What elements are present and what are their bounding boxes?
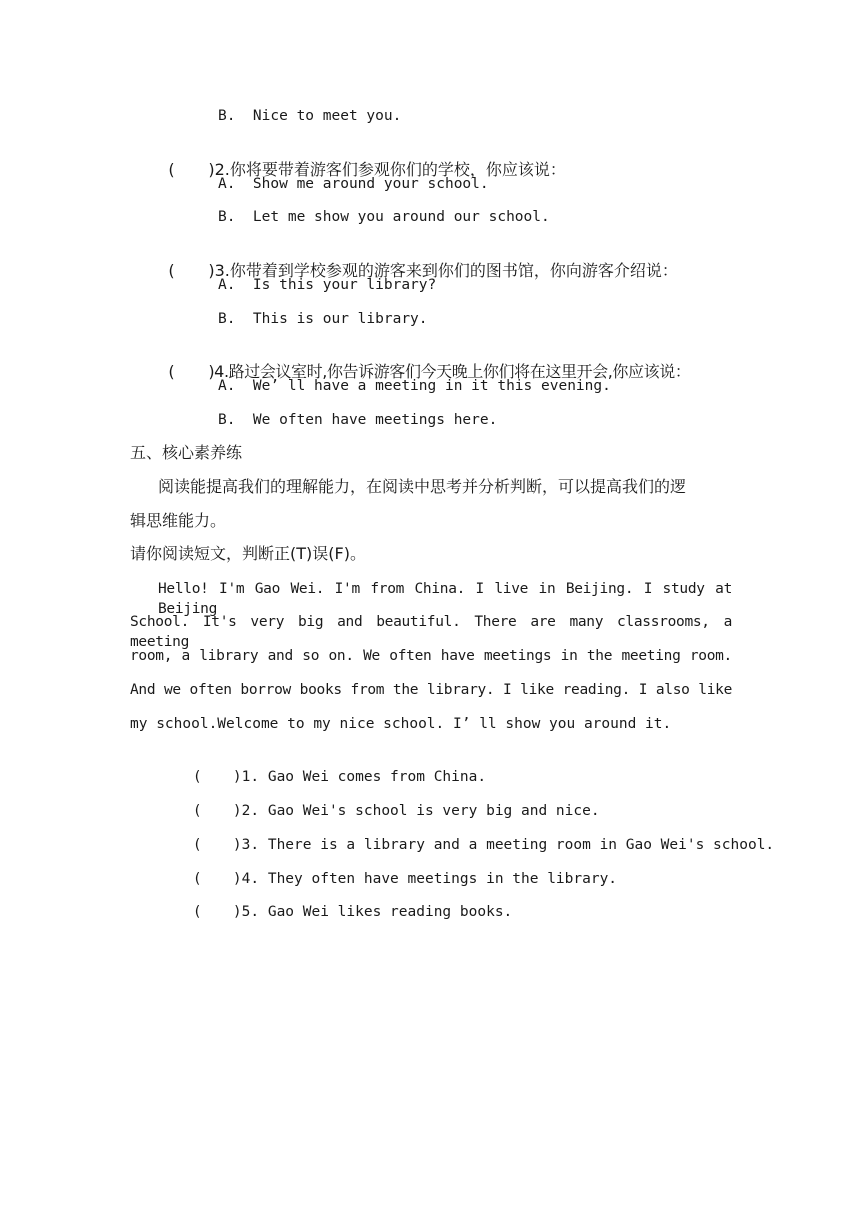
answer-blank[interactable]: ( xyxy=(168,160,175,179)
question-text: )3. There is a library and a meeting room in Gao Wei's school. xyxy=(232,837,775,853)
intro-line-2: 辑思维能力。 xyxy=(130,511,227,530)
q2-option-b: B. Let me show you around our school. xyxy=(218,209,550,225)
q3-option-b: B. This is our library. xyxy=(218,311,428,327)
question-text: )2.你将要带着游客们参观你们的学校，你应该说： xyxy=(208,160,566,179)
answer-blank[interactable]: ( xyxy=(192,904,202,920)
intro-line-1: 阅读能提高我们的理解能力，在阅读中思考并分析判断，可以提高我们的逻 xyxy=(158,477,687,496)
question-text: )1. Gao Wei comes from China. xyxy=(232,769,487,785)
q4-option-a: A. We’ ll have a meeting in it this evening. xyxy=(218,378,611,394)
passage-line: And we often borrow books from the library. I like reading. I also like xyxy=(130,682,732,698)
question-text: )2. Gao Wei's school is very big and nice. xyxy=(232,803,600,819)
answer-blank[interactable]: ( xyxy=(192,837,202,853)
answer-blank[interactable]: ( xyxy=(192,769,202,785)
q4-option-b: B. We often have meetings here. xyxy=(218,412,498,428)
answer-blank[interactable]: ( xyxy=(192,803,202,819)
passage-line: room, a library and so on. We often have meetings in the meeting room. xyxy=(130,648,732,664)
question-text: )4. They often have meetings in the library. xyxy=(232,871,618,887)
passage-line: School. It's very big and beautiful. There are many classrooms, a meeting xyxy=(130,614,732,650)
section-heading: 五、核心素养练 xyxy=(130,443,243,462)
answer-blank[interactable]: ( xyxy=(192,871,202,887)
answer-blank[interactable]: ( xyxy=(168,261,175,280)
q1-option-b: B. Nice to meet you. xyxy=(218,108,402,124)
q3-option-a: A. Is this your library? xyxy=(218,277,437,293)
question-text: )5. Gao Wei likes reading books. xyxy=(232,904,513,920)
instruction: 请你阅读短文，判断正(T)误(F)。 xyxy=(130,544,366,563)
passage-line: Hello! I'm Gao Wei. I'm from China. I live in Beijing. I study at Beijing xyxy=(158,581,732,617)
tf-question-5 xyxy=(158,882,512,942)
passage-line: my school.Welcome to my nice school. I’ ll show you around it. xyxy=(130,716,672,732)
q2-option-a: A. Show me around your school. xyxy=(218,176,489,192)
question-text: )4.路过会议室时,你告诉游客们今天晚上你们将在这里开会,你应该说： xyxy=(208,362,691,381)
question-text: )3.你带着到学校参观的游客来到你们的图书馆，你向游客介绍说： xyxy=(208,261,678,280)
answer-blank[interactable]: ( xyxy=(168,362,175,381)
